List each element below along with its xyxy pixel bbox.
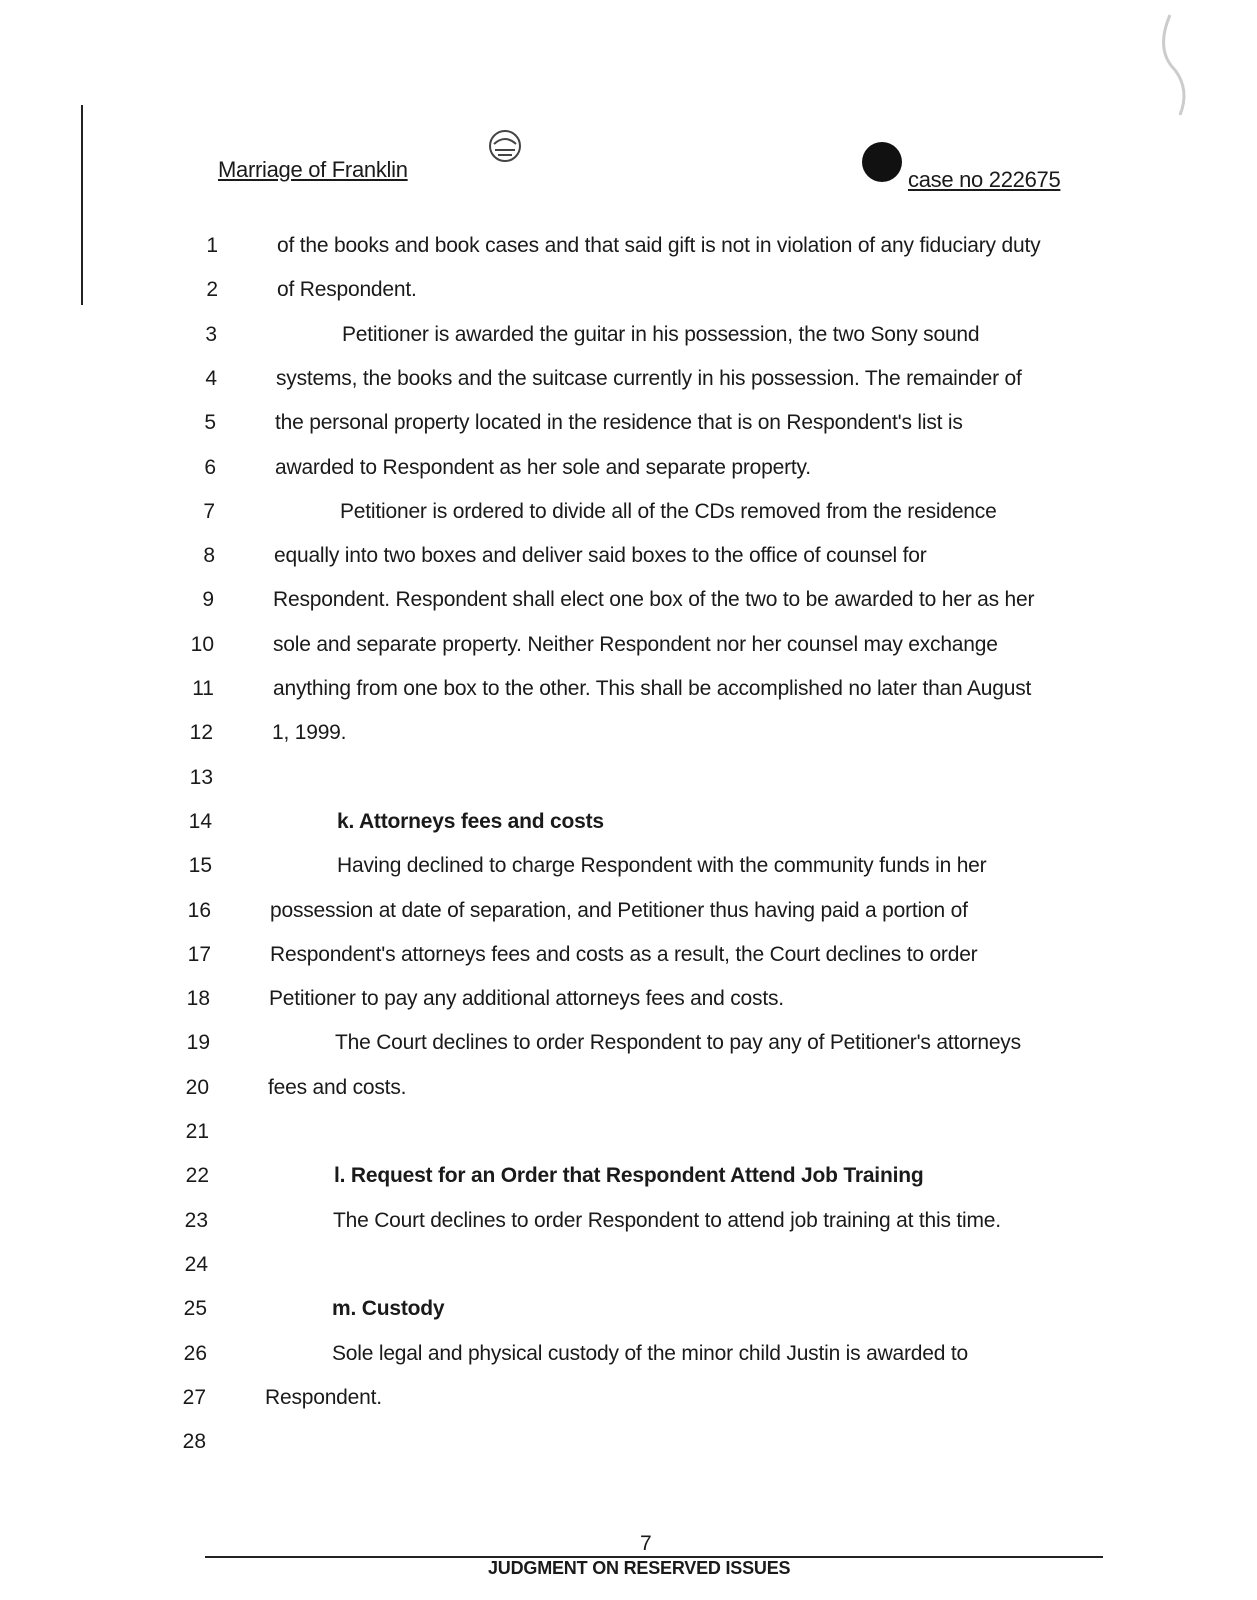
- line-number: 15: [188, 854, 212, 877]
- body-text-line: the personal property located in the residence that is on Respondent's list is: [275, 411, 963, 434]
- case-name: Marriage of Franklin: [218, 157, 408, 182]
- body-text-line: fees and costs.: [268, 1076, 407, 1099]
- line-number: 3: [205, 323, 217, 346]
- line-number: 6: [204, 456, 216, 479]
- line-number: 27: [182, 1386, 206, 1409]
- body-text-line: Respondent's attorneys fees and costs as a result, the Court declines to order: [270, 943, 978, 966]
- body-text-line: sole and separate property. Neither Respondent nor her counsel may exchange: [273, 633, 998, 656]
- line-number: 21: [185, 1120, 209, 1143]
- court-seal-icon: [485, 128, 525, 175]
- line-number: 8: [203, 544, 215, 567]
- body-text-line: systems, the books and the suitcase currently in his possession. The remainder of: [276, 367, 1022, 390]
- line-number: 2: [206, 278, 218, 301]
- page-number: 7: [640, 1532, 652, 1555]
- line-number: 25: [183, 1297, 207, 1320]
- footer-title: JUDGMENT ON RESERVED ISSUES: [488, 1558, 791, 1578]
- body-text-line: Petitioner is awarded the guitar in his possession, the two Sony sound: [342, 323, 980, 346]
- line-number: 20: [185, 1076, 209, 1099]
- line-number: 10: [190, 633, 214, 656]
- scan-artifact: [1150, 10, 1220, 125]
- section-heading: l. Request for an Order that Respondent Attend Job Training: [334, 1164, 924, 1187]
- body-text-line: possession at date of separation, and Petitioner thus having paid a portion of: [270, 899, 968, 922]
- line-number: 26: [183, 1342, 207, 1365]
- line-number: 1: [206, 234, 218, 257]
- line-number: 18: [186, 987, 210, 1010]
- body-text-line: equally into two boxes and deliver said boxes to the office of counsel for: [274, 544, 927, 567]
- line-number: 7: [203, 500, 215, 523]
- line-number: 28: [182, 1430, 206, 1453]
- left-margin-rule: [81, 105, 83, 305]
- body-text-line: The Court declines to order Respondent to pay any of Petitioner's attorneys: [335, 1031, 1021, 1054]
- body-text-line: Petitioner is ordered to divide all of the CDs removed from the residence: [340, 500, 997, 523]
- line-number: 11: [192, 677, 214, 700]
- line-number: 9: [202, 588, 214, 611]
- section-heading: k. Attorneys fees and costs: [337, 810, 604, 833]
- line-number: 16: [187, 899, 211, 922]
- hole-punch-mark: [862, 142, 902, 182]
- line-number: 17: [187, 943, 211, 966]
- line-number: 24: [184, 1253, 208, 1276]
- body-text-line: Respondent.: [265, 1386, 382, 1409]
- body-text-line: Sole legal and physical custody of the minor child Justin is awarded to: [332, 1342, 968, 1365]
- line-number: 19: [186, 1031, 210, 1054]
- body-text-line: 1, 1999.: [272, 721, 347, 744]
- body-text-line: Having declined to charge Respondent with the community funds in her: [337, 854, 987, 877]
- line-number: 4: [205, 367, 217, 390]
- body-text-line: of the books and book cases and that said gift is not in violation of any fiduciary duty: [277, 234, 1041, 257]
- body-text-line: The Court declines to order Respondent to attend job training at this time.: [333, 1209, 1001, 1232]
- body-text-line: of Respondent.: [277, 278, 417, 301]
- body-text-line: anything from one box to the other. This shall be accomplished no later than August: [273, 677, 1032, 700]
- line-number: 5: [204, 411, 216, 434]
- line-number: 22: [185, 1164, 209, 1187]
- line-number: 23: [184, 1209, 208, 1232]
- line-number: 12: [189, 721, 213, 744]
- body-text-line: Respondent. Respondent shall elect one box of the two to be awarded to her as her: [273, 588, 1035, 611]
- body-text-line: Petitioner to pay any additional attorneys fees and costs.: [269, 987, 784, 1010]
- body-text-line: awarded to Respondent as her sole and separate property.: [275, 456, 811, 479]
- line-number: 13: [189, 766, 213, 789]
- line-number: 14: [188, 810, 212, 833]
- case-number: case no 222675: [908, 167, 1061, 192]
- section-heading: m. Custody: [332, 1297, 445, 1320]
